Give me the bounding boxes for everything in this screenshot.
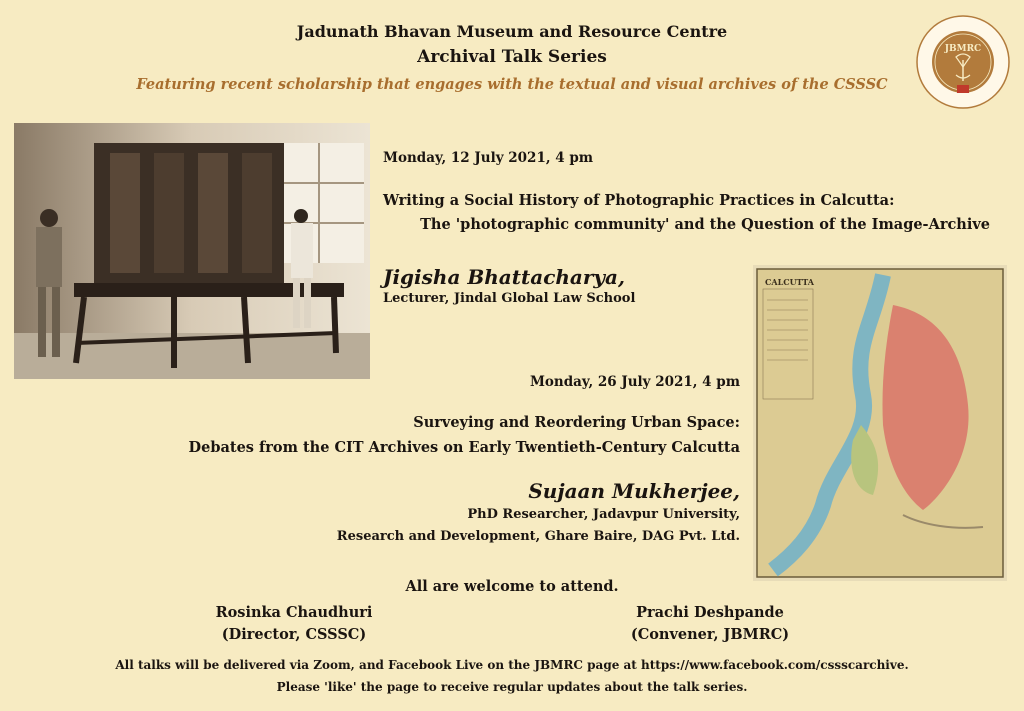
talk1-title-line2: The 'photographic community' and the Question of the Image-Archive — [420, 216, 990, 233]
talk1-title-line1: Writing a Social History of Photographic Practices in Calcutta: — [383, 192, 895, 209]
talk2-affiliation-line1: PhD Researcher, Jadavpur University, — [467, 507, 740, 522]
talk2-affiliation-line2: Research and Development, Ghare Baire, DAG Pvt. Ltd. — [336, 529, 740, 544]
welcome-text: All are welcome to attend. — [405, 578, 619, 595]
talk1-affiliation: Lecturer, Jindal Global Law School — [383, 291, 636, 306]
logo-text: JBMRC — [944, 44, 982, 54]
talk2-speaker: Sujaan Mukherjee, — [528, 479, 740, 503]
talk1-date: Monday, 12 July 2021, 4 pm — [383, 150, 594, 166]
map-title: CALCUTTA — [765, 277, 814, 287]
director-name: Rosinka Chaudhuri — [215, 604, 373, 621]
director-role: (Director, CSSSC) — [221, 626, 367, 643]
jbmrc-seal-icon — [916, 15, 1010, 109]
footer-line2: Please 'like' the page to receive regular updates about the talk series. — [276, 680, 748, 694]
convener-name: Prachi Deshpande — [636, 604, 784, 621]
header-tagline: Featuring recent scholarship that engages with the textual and visual archives of the CSSSC — [136, 76, 888, 93]
talk2-title-line2: Debates from the CIT Archives on Early Twentieth-Century Calcutta — [188, 439, 740, 456]
talk1-speaker: Jigisha Bhattacharya, — [383, 265, 625, 289]
convener-role: (Convener, JBMRC) — [630, 626, 790, 643]
archival-camera-photo — [14, 123, 370, 379]
header-series: Archival Talk Series — [417, 47, 607, 67]
header-org: Jadunath Bhavan Museum and Resource Centre — [296, 22, 728, 41]
talk2-date: Monday, 26 July 2021, 4 pm — [529, 374, 740, 390]
talk2-title-line1: Surveying and Reordering Urban Space: — [413, 414, 740, 431]
calcutta-map-image — [753, 265, 1007, 581]
footer-line1: All talks will be delivered via Zoom, and Facebook Live on the JBMRC page at https://www.facebook.com/cssscarchive. — [115, 658, 909, 672]
